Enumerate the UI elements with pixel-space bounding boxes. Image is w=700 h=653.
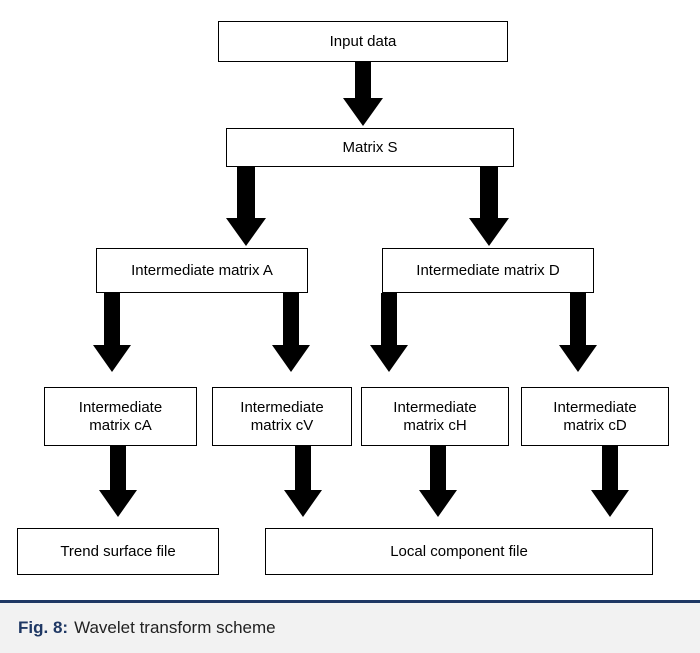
node-intermediate-matrix-cv <box>212 387 352 446</box>
node-intermediate-matrix-cd <box>521 387 669 446</box>
node-label-line2: matrix cV <box>250 416 314 434</box>
figure-number: Fig. 8: <box>18 618 69 637</box>
node-label: Trend surface file <box>60 542 176 560</box>
node-intermediate-matrix-ch <box>361 387 509 446</box>
node-trend-surface-file <box>17 528 219 575</box>
node-label-line2: matrix cD <box>563 416 627 434</box>
node-label-line2: matrix cH <box>403 416 467 434</box>
node-local-component-file <box>265 528 653 575</box>
node-label-line1: Intermediate <box>393 398 477 416</box>
node-intermediate-matrix-ca <box>44 387 197 446</box>
node-label: Input data <box>329 32 397 50</box>
node-label-line1: Intermediate <box>78 398 163 416</box>
node-label: Intermediate matrix D <box>416 261 560 279</box>
node-intermediate-matrix-d <box>382 248 594 293</box>
node-intermediate-matrix-a <box>96 248 308 293</box>
node-label: Matrix S <box>342 138 398 156</box>
figure-caption-bar <box>0 600 700 653</box>
node-label-line1: Intermediate <box>240 398 324 416</box>
figure-caption <box>0 618 276 638</box>
node-label-line2: matrix cA <box>89 416 152 434</box>
node-input-data <box>218 21 508 62</box>
node-label-line1: Intermediate <box>553 398 637 416</box>
node-matrix-s <box>226 128 514 167</box>
figure-caption-text: Wavelet transform scheme <box>74 618 276 637</box>
node-label: Local component file <box>390 542 528 560</box>
node-label: Intermediate matrix A <box>131 261 273 279</box>
